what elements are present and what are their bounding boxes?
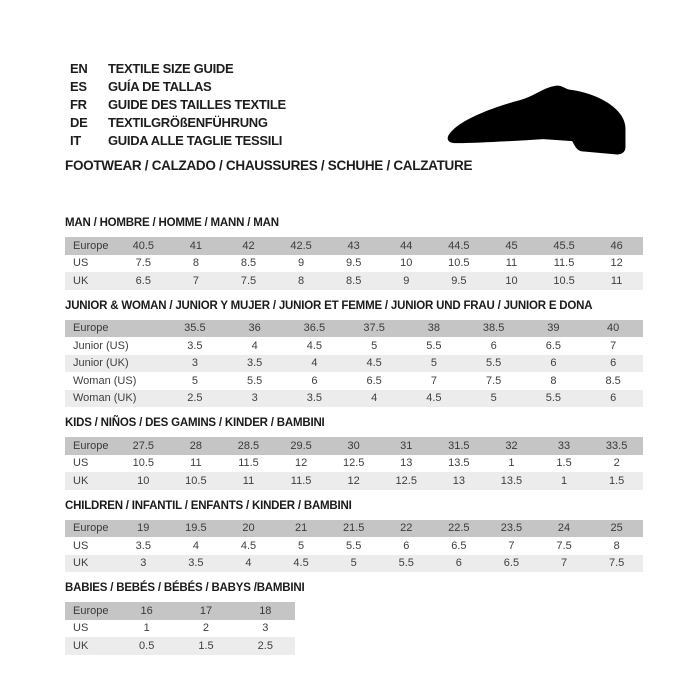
size-cell: 11.5 xyxy=(238,457,259,470)
size-cell: 46 xyxy=(610,239,623,252)
size-cell: 5 xyxy=(191,374,198,387)
section-title-man: MAN / HOMBRE / HOMME / MANN / MAN xyxy=(65,217,279,229)
size-cell: 4.5 xyxy=(366,357,382,370)
language-row-es xyxy=(70,78,286,96)
size-cell: 45.5 xyxy=(553,239,575,252)
size-cell: 1.5 xyxy=(556,457,572,470)
table-row xyxy=(65,255,643,273)
size-cell: 6 xyxy=(455,557,462,570)
size-cell: 13 xyxy=(400,457,413,470)
section-junior-woman xyxy=(65,299,643,408)
row-label: Woman (US) xyxy=(73,374,137,387)
size-cell: 9.5 xyxy=(451,274,467,287)
language-code: ES xyxy=(70,79,87,94)
section-babies xyxy=(65,581,643,655)
table-row xyxy=(65,520,643,538)
row-label: Europe xyxy=(73,522,109,535)
size-table-children xyxy=(65,520,643,573)
language-label: GUIDE DES TAILLES TEXTILE xyxy=(108,97,286,112)
language-code: DE xyxy=(70,115,88,130)
size-cell: 5 xyxy=(298,539,305,552)
language-code: FR xyxy=(70,97,87,112)
size-cell: 8 xyxy=(550,374,557,387)
size-cell: 39 xyxy=(547,322,560,335)
size-cell: 36 xyxy=(248,322,261,335)
size-cell: 6.5 xyxy=(545,339,562,352)
section-children xyxy=(65,499,643,573)
section-man xyxy=(65,216,643,290)
size-cell: 7 xyxy=(508,539,515,552)
size-cell: 10.5 xyxy=(553,274,575,287)
size-cell: 36.5 xyxy=(303,322,326,335)
size-cell: 18 xyxy=(259,604,272,617)
language-row-de xyxy=(70,114,286,132)
language-row-en xyxy=(70,60,286,78)
table-row xyxy=(65,372,643,390)
size-cell: 4 xyxy=(371,392,378,405)
size-cell: 38.5 xyxy=(482,322,505,335)
row-label: UK xyxy=(73,474,89,487)
size-cell: 4 xyxy=(251,339,258,352)
table-row xyxy=(65,620,295,638)
table-row xyxy=(65,320,643,338)
language-code: IT xyxy=(70,133,81,148)
size-cell: 10.5 xyxy=(448,257,470,270)
size-cell: 4.5 xyxy=(426,392,442,405)
table-row xyxy=(65,537,643,555)
size-cell: 13 xyxy=(452,474,465,487)
row-label: Europe xyxy=(73,239,109,252)
size-cell: 5.5 xyxy=(426,339,442,352)
size-cell: 1.5 xyxy=(608,474,625,487)
size-cell: 12 xyxy=(294,457,308,470)
table-row xyxy=(65,337,643,355)
size-cell: 7 xyxy=(430,374,437,387)
table-row xyxy=(65,237,643,255)
size-cell: 5.5 xyxy=(545,392,562,405)
size-cell: 44 xyxy=(400,239,413,252)
language-row-fr xyxy=(70,96,286,114)
size-tables xyxy=(65,216,643,655)
size-cell: 16 xyxy=(140,604,153,617)
table-row xyxy=(65,437,643,455)
size-cell: 24 xyxy=(557,522,571,535)
size-cell: 5 xyxy=(371,339,378,352)
size-cell: 32 xyxy=(505,439,518,452)
size-cell: 11.5 xyxy=(553,257,575,270)
size-cell: 41 xyxy=(189,239,203,252)
size-cell: 3 xyxy=(191,357,198,370)
language-code: EN xyxy=(70,61,88,76)
size-cell: 11 xyxy=(505,257,518,270)
row-label: Woman (UK) xyxy=(73,392,137,405)
size-cell: 12 xyxy=(610,257,623,270)
section-kids xyxy=(65,416,643,490)
size-cell: 20 xyxy=(242,522,255,535)
size-cell: 4.5 xyxy=(306,339,323,352)
size-cell: 19.5 xyxy=(185,522,207,535)
size-cell: 19 xyxy=(137,522,150,535)
size-cell: 40 xyxy=(607,322,620,335)
shoe-icon xyxy=(443,68,648,163)
size-cell: 17 xyxy=(199,604,213,617)
size-cell: 3 xyxy=(140,557,147,570)
size-cell: 2 xyxy=(613,457,620,470)
size-cell: 6 xyxy=(403,539,410,552)
size-table-man xyxy=(65,237,643,290)
size-cell: 8.5 xyxy=(605,374,621,387)
size-cell: 3.5 xyxy=(246,357,263,370)
size-cell: 4.5 xyxy=(293,557,309,570)
size-cell: 8 xyxy=(613,539,620,552)
size-cell: 3.5 xyxy=(188,557,204,570)
size-table-babies xyxy=(65,602,295,655)
size-cell: 0.5 xyxy=(139,639,155,652)
row-label: Europe xyxy=(73,604,109,617)
size-cell: 3.5 xyxy=(306,392,323,405)
size-cell: 25 xyxy=(610,522,623,535)
size-cell: 6.5 xyxy=(503,557,520,570)
size-table-kids xyxy=(65,437,643,490)
size-cell: 42.5 xyxy=(290,239,312,252)
size-cell: 8 xyxy=(192,257,199,270)
size-cell: 28 xyxy=(189,439,203,452)
size-cell: 4 xyxy=(245,557,252,570)
size-cell: 12.5 xyxy=(342,457,365,470)
language-label: GUÍA DE TALLAS xyxy=(108,79,212,94)
row-label: Junior (US) xyxy=(73,339,129,352)
size-cell: 7.5 xyxy=(556,539,572,552)
size-table-junior-woman xyxy=(65,320,643,408)
row-label: US xyxy=(73,622,89,635)
row-label: US xyxy=(73,257,89,270)
size-cell: 7 xyxy=(610,339,617,352)
row-label: UK xyxy=(73,639,89,652)
table-row xyxy=(65,355,643,373)
size-cell: 7.5 xyxy=(135,257,151,270)
size-cell: 31.5 xyxy=(448,439,470,452)
section-title-junior-woman: JUNIOR & WOMAN / JUNIOR Y MUJER / JUNIOR ET FEMME / JUNIOR UND FRAU / JUNIOR E DONA xyxy=(65,299,593,312)
row-label: Junior (UK) xyxy=(73,357,129,370)
size-cell: 10.5 xyxy=(185,474,207,487)
table-row xyxy=(65,455,643,473)
table-row xyxy=(65,555,643,573)
size-cell: 1.5 xyxy=(198,639,214,652)
size-cell: 1 xyxy=(508,457,515,470)
size-cell: 38 xyxy=(427,322,440,335)
table-row xyxy=(65,472,643,490)
size-cell: 33.5 xyxy=(605,439,628,452)
size-cell: 5 xyxy=(430,357,437,370)
size-cell: 9 xyxy=(403,274,410,287)
size-cell: 5 xyxy=(490,392,497,405)
size-cell: 7.5 xyxy=(608,557,625,570)
size-cell: 5.5 xyxy=(246,374,263,387)
size-cell: 11 xyxy=(190,457,202,470)
size-cell: 12.5 xyxy=(395,474,417,487)
size-cell: 10.5 xyxy=(132,457,154,470)
size-cell: 5 xyxy=(350,557,357,570)
size-cell: 2.5 xyxy=(187,392,203,405)
size-cell: 11 xyxy=(610,274,623,287)
size-cell: 33 xyxy=(557,439,571,452)
size-cell: 2 xyxy=(202,622,210,635)
size-cell: 6 xyxy=(550,357,557,370)
table-row xyxy=(65,272,643,290)
section-title-kids: KIDS / NIÑOS / DES GAMINS / KINDER / BAMBINI xyxy=(65,417,325,429)
size-cell: 27.5 xyxy=(132,439,154,452)
size-cell: 6 xyxy=(311,374,318,387)
size-cell: 31 xyxy=(400,439,413,452)
size-cell: 10 xyxy=(400,257,413,270)
size-cell: 22 xyxy=(400,522,413,535)
size-cell: 3.5 xyxy=(135,539,151,552)
section-title-babies: BABIES / BEBÉS / BÉBÉS / BABYS /BAMBINI xyxy=(65,582,305,594)
size-cell: 23.5 xyxy=(500,522,523,535)
size-cell: 28.5 xyxy=(237,439,260,452)
size-cell: 10 xyxy=(137,474,150,487)
size-cell: 6 xyxy=(490,339,497,352)
row-label: Europe xyxy=(73,322,109,335)
size-cell: 10 xyxy=(505,274,518,287)
table-row xyxy=(65,602,295,620)
category-title: FOOTWEAR / CALZADO / CHAUSSURES / SCHUHE / CALZATURE xyxy=(65,158,473,173)
language-label: TEXTILE SIZE GUIDE xyxy=(108,61,234,76)
language-label: GUIDA ALLE TAGLIE TESSILI xyxy=(108,133,283,148)
size-cell: 45 xyxy=(505,239,518,252)
size-cell: 6.5 xyxy=(135,274,151,287)
size-cell: 35.5 xyxy=(184,322,206,335)
row-label: Europe xyxy=(73,439,109,452)
size-cell: 3 xyxy=(262,622,269,635)
size-cell: 37.5 xyxy=(363,322,385,335)
size-cell: 6 xyxy=(610,357,617,370)
row-label: US xyxy=(73,539,89,552)
size-cell: 7.5 xyxy=(485,374,502,387)
size-cell: 9 xyxy=(298,257,305,270)
size-cell: 22.5 xyxy=(448,522,470,535)
size-cell: 6 xyxy=(610,392,617,405)
language-label: TEXTILGRÖßENFÜHRUNG xyxy=(108,115,268,130)
size-cell: 30 xyxy=(347,439,360,452)
size-cell: 4.5 xyxy=(240,539,257,552)
size-cell: 6.5 xyxy=(366,374,382,387)
section-title-children: CHILDREN / INFANTIL / ENFANTS / KINDER / BAMBINI xyxy=(65,499,352,512)
size-cell: 12 xyxy=(347,474,360,487)
size-cell: 9.5 xyxy=(346,257,362,270)
size-cell: 5.5 xyxy=(398,557,414,570)
row-label: UK xyxy=(73,557,89,570)
size-cell: 3 xyxy=(251,392,258,405)
size-cell: 4 xyxy=(192,539,199,552)
size-cell: 44.5 xyxy=(448,239,470,252)
size-cell: 7.5 xyxy=(240,274,257,287)
size-cell: 13.5 xyxy=(500,474,523,487)
size-cell: 40.5 xyxy=(132,239,154,252)
size-cell: 13.5 xyxy=(448,457,470,470)
size-cell: 7 xyxy=(560,557,568,570)
size-cell: 11 xyxy=(242,474,255,487)
size-cell: 21.5 xyxy=(342,522,365,535)
size-cell: 5.5 xyxy=(346,539,362,552)
row-label: US xyxy=(73,457,89,470)
size-cell: 3.5 xyxy=(187,339,203,352)
size-cell: 21 xyxy=(294,522,308,535)
row-label: UK xyxy=(73,274,89,287)
size-cell: 8.5 xyxy=(240,257,257,270)
language-list xyxy=(70,60,286,150)
size-cell: 42 xyxy=(242,239,255,252)
size-cell: 7 xyxy=(192,274,199,287)
size-cell: 43 xyxy=(347,239,360,252)
language-row-it xyxy=(70,132,286,150)
size-cell: 5.5 xyxy=(485,357,502,370)
size-cell: 4 xyxy=(311,357,318,370)
size-cell: 6.5 xyxy=(451,539,467,552)
size-cell: 29.5 xyxy=(290,439,312,452)
size-cell: 8 xyxy=(298,274,305,287)
size-cell: 1 xyxy=(560,474,568,487)
size-cell: 11.5 xyxy=(290,474,312,487)
size-cell: 2.5 xyxy=(257,639,273,652)
size-cell: 8.5 xyxy=(346,274,362,287)
table-row xyxy=(65,637,295,655)
size-cell: 1 xyxy=(143,622,150,635)
table-row xyxy=(65,390,643,408)
